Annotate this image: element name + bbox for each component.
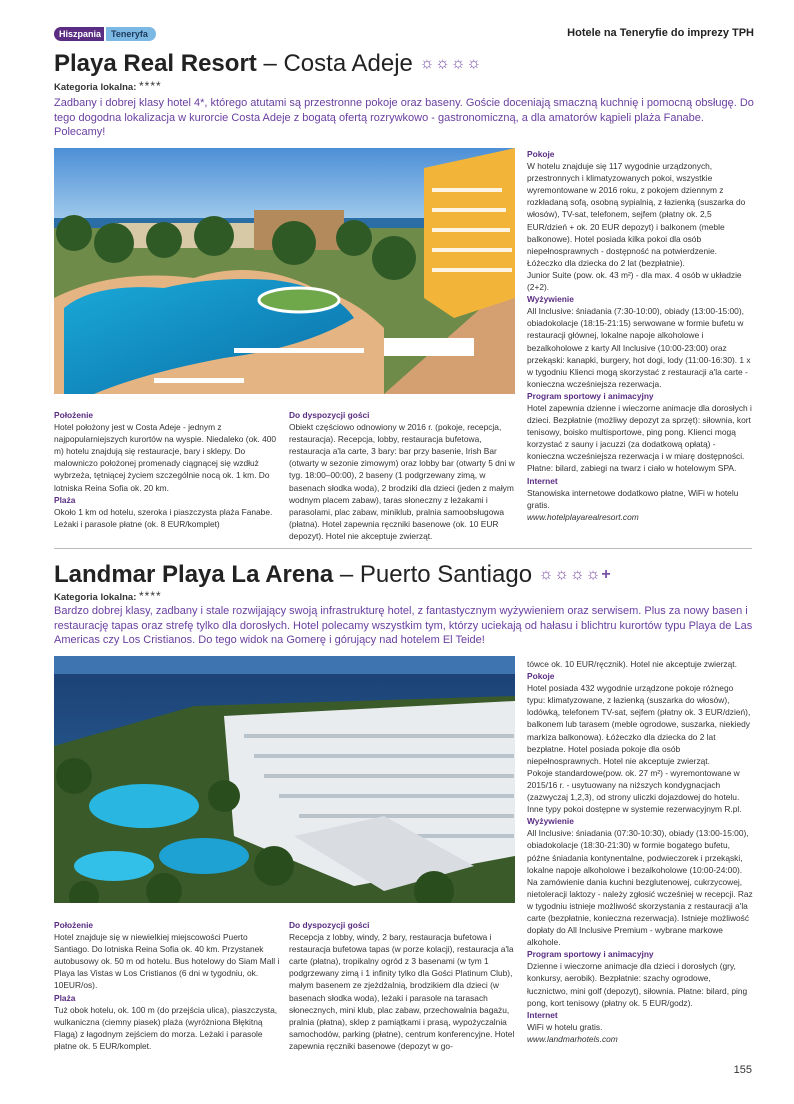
hotel-intro: Bardzo dobrej klasy, zadbany i stale rozwijający swoją infrastrukturę hotel, z fantastycznym wyżywieniem oraz serwisem. Plus za nowy basen i restaurację tapas oraz strefę tylko dla dorosłych. Hotel polecamy wszystkim tym, którzy uciekają od hałasu i blichtru kurortów typu Playa de Las Americas czy Los Cristianos. Do tego widok na Gomerę i górujący nad hotelem El Teide! <box>54 605 753 646</box>
hotel-location: – Costa Adeje <box>256 50 420 77</box>
facilities-heading: Do dyspozycji gości <box>289 410 370 420</box>
category-stars: **** <box>139 589 162 603</box>
local-category <box>54 79 162 93</box>
hotel-terraces-photo <box>54 656 515 903</box>
food-text: All Inclusive: śniadania (7:30-10:00), obiady (13:00-15:00), obiadokolacje (18:15-21:15) serwowane w formie bufetu w restauracji głównej, lokalne napoje alkoholowe i bezalkoholowe z karty All Inclusive (10:00-23:00) oraz przekąski: kanapki, burgery, hot dogi, lody (11:00-16:30). 1 x w tygodniu Klienci mogą skorzystać z restauracji a'la carte - konieczna wcześniejsza rezerwacja. <box>527 306 751 389</box>
food-text: All Inclusive: śniadania (07:30-10:30), obiady (13:00-15:00), obiadokolacje (18:30-21:30) w formie bogatego bufetu, późne śniadania kontynentalne, podwieczorek i przekąski, lokalne napoje alkoholowe i bezalkoholowe (10:00-24:00). Na zamówienie dania kuchni bezglutenowej, cukrzycowej, nietoleracji laktozy - należy zgłosić wcześniej w recepcji. Raz w tygodniu istnieje możliwość skorzystania z restauracji a'la carte (bezpłatnie, konieczna rezerwacja). Istnieje możliwość dopłaty do All Inclusive Premium - wybrane markowe alkohole. <box>527 828 753 948</box>
facilities-column <box>289 919 515 1052</box>
food-heading: Wyżywienie <box>527 294 574 305</box>
sport-heading: Program sportowy i animacyjny <box>527 949 654 960</box>
sun-rating-icon: ☼☼☼☼ <box>419 55 483 72</box>
hotel-title <box>54 561 612 589</box>
local-category <box>54 589 162 603</box>
section-title: Hotele na Teneryfie do imprezy TPH <box>567 27 754 39</box>
sun-rating-icon: ☼☼☼☼+ <box>538 566 612 583</box>
rooms-text: Hotel posiada 432 wygodnie urządzone pokoje różnego typu: klimatyzowane, z łazienką (suszarka do włosów), lodówką, telefonem TV-sat, sejfem (płatny ok. 3 EUR/dzień), balkonem lub tarasem (meble ogrodowe, suszarka, niekiedy markiza balkonowa). Łóżeczko dla dziecka do 2 lat bezpłatne. Hotel posiada pokoje dla osób niepełnosprawnych. Hotel nie akceptuje zwierząt. <box>527 683 751 766</box>
page-number: 155 <box>733 1064 752 1076</box>
internet-heading: Internet <box>527 1009 558 1020</box>
location-column <box>54 919 280 1052</box>
internet-text: WiFi w hotelu gratis. <box>527 1021 603 1032</box>
hotel-name: Landmar Playa La Arena <box>54 561 334 588</box>
internet-text: Stanowiska internetowe dodatkowo płatne, WiFi w hotelu gratis. <box>527 487 739 510</box>
beach-text: Tuż obok hotelu, ok. 100 m (do przejścia ulica), piaszczysta, wulkaniczna (ciemny piasek) plaża (wyróżniona Błękitną Flagą) z łagodnym zejściem do morza. Leżaki i parasole płatne ok. 5 EUR/komplet. <box>54 1004 278 1051</box>
rooms-text-other: Inne typy pokoi dostępne w systemie rezerwacyjnym R.pl. <box>527 804 742 815</box>
region-badge: Teneryfa <box>106 27 156 41</box>
internet-heading: Internet <box>527 475 558 486</box>
country-badge: Hiszpania <box>54 27 104 41</box>
category-label: Kategoria lokalna: <box>54 82 139 93</box>
section-divider <box>54 548 752 549</box>
top-bar <box>54 27 754 43</box>
location-heading: Położenie <box>54 410 94 420</box>
hotel-title <box>54 50 482 78</box>
rooms-text-suite: Junior Suite (pow. ok. 43 m²) - dla max. 4 osób w układzie (2+2). <box>527 269 742 293</box>
beach-heading: Plaża <box>54 992 76 1003</box>
sport-text: Dzienne i wieczorne animacje dla dzieci i dorosłych (gry, konkursy, aerobik). Bezpłatnie: szachy ogrodowe, łucznictwo, mini golf (depozyt), siłownia. Płatne: bilard, ping pong, kort tenisowy (płatny ok. 5 EUR/godz). <box>527 961 748 1008</box>
facilities-column <box>289 409 515 542</box>
rooms-column <box>527 148 753 523</box>
hotel-website: www.hotelplayarealresort.com <box>527 511 639 522</box>
facilities-text: Recepcja z lobby, windy, 2 bary, restauracja bufetowa i restauracja bufetowa tapas (w porze kolacji), restauracja a'la carte (płatna), tropikalny ogród z 3 basenami (w tym 1 podgrzewany zimą i 1 infinity tylko dla Gości Platinum Club), małym basenem ze zjeżdżalnią, brodzikiem dla dzieci (w basenach słodka woda), leżaki i parasole na tarasach słonecznych, mini klub, plac zabaw, przechowalnia bagażu, pralnia (płatna), sklep z pamiątkami i prasą, wypożyczalnia samochodów, parking (płatne), centrum konferencyjne. Hotel zapewnia ręczniki basenowe (depozyt w go- <box>289 932 515 1051</box>
hotel-name: Playa Real Resort <box>54 50 257 77</box>
location-heading: Położenie <box>54 920 94 930</box>
beach-heading: Plaża <box>54 494 76 505</box>
hotel-website: www.landmarhotels.com <box>527 1033 618 1044</box>
facilities-heading: Do dyspozycji gości <box>289 920 370 930</box>
facilities-text: Obiekt częściowo odnowiony w 2016 r. (pokoje, recepcja, restauracja). Recepcja, lobby, restauracja bufetowa, restauracja a'la carte, 3 bary: bar przy basenie, Irish Bar (otwarty w sezonie zimowym) oraz lobby bar (otwarty 5 dni w tyg. 18:00–00:00), 2 baseny (1 podgrzewany zimą, w basenach słodka woda), 2 brodziki dla dzieci (jeden z małym wodnym placem zabaw), taras słoneczny z leżakami i parasolami, plac zabaw, miniklub, pralnia samoobsługowa (płatna). Hotel zapewnia ręczniki basenowe (ok. 10 EUR depozyt). Hotel nie akceptuje zwierząt. <box>289 422 515 541</box>
location-text: Hotel położony jest w Costa Adeje - jednym z najpopularniejszych kurortów na wyspie. Niedaleko (ok. 400 m) hotelu znajdują się restauracje, bary i sklepy. Do malowniczo położonej promenady ciągnącej się wzdłuż wybrzeża, tętniącej życiem szczególnie nocą ok. 1 km. Do lotniska Reina Sofia ok. 20 km. <box>54 422 277 493</box>
food-heading: Wyżywienie <box>527 816 574 827</box>
sport-text: Hotel zapewnia dzienne i wieczorne animacje dla dorosłych i dzieci. Bezpłatnie (możliwy depozyt za sprzęt): siłownia, kort tenisowy, boisko multisportowe, ping pong. Klienci mogą korzystać z sauny i jacuzzi (za dodatkową opłatą) - konieczna wcześniejsza rezerwacja i w miarę dostępności. Płatne: bilard, zabiegi na twarz i ciało w hotelowym SPA. <box>527 402 752 474</box>
sport-heading: Program sportowy i animacyjny <box>527 390 654 401</box>
rooms-heading: Pokoje <box>527 671 555 682</box>
category-stars: **** <box>139 79 162 93</box>
category-label: Kategoria lokalna: <box>54 592 139 603</box>
rooms-text: W hotelu znajduje się 117 wygodnie urządzonych, przestronnych i klimatyzowanych pokoi, wszystkie wyremontowane w 2016 roku, z pokojem dziennym z rozkładaną sofą, osobną sypialnią, z łazienką (suszarka do włosów), TV-sat, telefonem, sejfem (płatny ok. 2,5 EUR/dzień + ok. 20 EUR depozyt) i balkonem (meble balkonowe). Hotel posiada kilka pokoi dla osób niepełnosprawnych - dostępność na potwierdzenie. Łóżeczko dla dziecka do 2 lat (bezpłatnie). <box>527 161 746 268</box>
hotel-intro: Zadbany i dobrej klasy hotel 4*, którego atutami są przestronne pokoje oraz baseny. Goście doceniają smaczną kuchnię i pomocną obsługę. Do tego dogodna lokalizacja w kurorcie Costa Adeje z bogatą ofertą rozrywkowo - gastronomiczną, a dla amatorów kąpieli plaża Fanabe. Polecamy! <box>54 97 754 138</box>
rooms-text-standard: Pokoje standardowe(pow. ok. 27 m²) - wyremontowane w 2015/16 r. - usytuowany na niższych kondygnacjach (zazwyczaj 1,2,3), od strony uliczki dojazdowej do hotelu. <box>527 767 740 803</box>
location-text: Hotel znajduje się w niewielkiej miejscowości Puerto Santiago. Do lotniska Reina Sofia ok. 40 km. Przystanek autobusowy ok. 50 m od hotelu. Bus hotelowy do Siam Mall i Playa las Vistas w Los Cristianos (6 dni w tygodniu, ok. 10EUR/os). <box>54 932 280 991</box>
rooms-heading: Pokoje <box>527 149 555 159</box>
beach-text: Około 1 km od hotelu, szeroka i piaszczysta plaża Fanabe. Leżaki i parasole płatne (ok. 8 EUR/komplet) <box>54 506 273 529</box>
resort-pool-photo <box>54 148 515 394</box>
facilities-continued: tówce ok. 10 EUR/ręcznik). Hotel nie akceptuje zwierząt. <box>527 659 737 669</box>
hotel-location: – Puerto Santiago <box>333 561 539 588</box>
location-column <box>54 409 280 530</box>
rooms-column <box>527 658 753 1045</box>
